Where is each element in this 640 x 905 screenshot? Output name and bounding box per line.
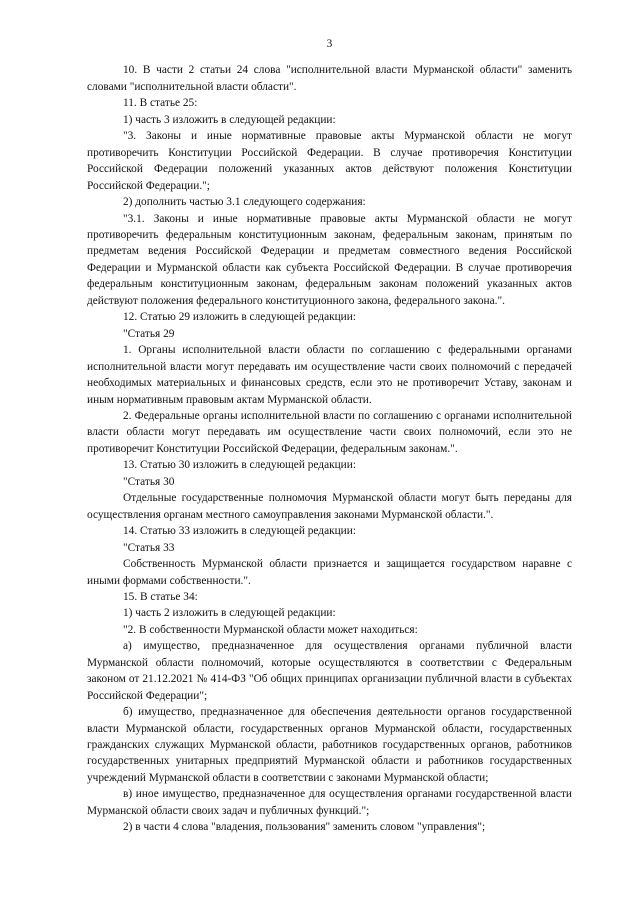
amendment-11-heading: 11. В статье 25: bbox=[123, 97, 198, 110]
item-1-instruction: 1) часть 3 изложить в следующей редакции: bbox=[123, 113, 336, 126]
document-page bbox=[87, 36, 572, 836]
part-3-text: "3. Законы и иные нормативные правовые акты Мурманской области не могут противоречить Конституции Российской Федерации. В случае противоречия Конституции Российской Федерации положений указанных актов действуют положения Конституции Российской Федерации."; bbox=[87, 130, 572, 192]
subitem-v: в) иное имущество, предназначенное для осуществления органами государственной власти Мурманской области своих задач и публичных функций."; bbox=[87, 788, 572, 817]
article-29-part-2: 2. Федеральные органы исполнительной власти по соглашению с органами исполнительной власти области могут передавать им осуществление части своих полномочий, если это не противоречит Конституции Российской Федерации, федеральным законам.". bbox=[87, 409, 572, 455]
amendment-10: 10. В части 2 статьи 24 слова "исполнительной власти Мурманской области" заменить словами "исполнительной власти области". bbox=[87, 64, 572, 93]
amendment-13-heading: 13. Статью 30 изложить в следующей редакции: bbox=[123, 459, 356, 472]
article-33-title: "Статья 33 bbox=[123, 541, 175, 554]
amendment-15-heading: 15. В статье 34: bbox=[123, 590, 198, 603]
part-3-1-text: "3.1. Законы и иные нормативные правовые акты Мурманской области не могут противоречить федеральным конституционным законам, федеральным законам, принятым по предметам ведения Российской Федерации и предметам совместного ведения Российской Федерации и Мурманской области как субъекта Российской Федерации. В случае противоречия федеральным конституционным законам, федеральным законам положений указанных актов действуют положения федерального конституционного закона, федерального закона.". bbox=[87, 212, 572, 307]
article-30-text: Отдельные государственные полномочия Мурманской области могут быть переданы для осуществления органам местного самоуправления законами Мурманской области.". bbox=[87, 492, 572, 521]
item-2-instruction: 2) дополнить частью 3.1 следующего содержания: bbox=[123, 196, 366, 209]
item-1-instruction: 1) часть 2 изложить в следующей редакции: bbox=[123, 607, 336, 620]
article-30-title: "Статья 30 bbox=[123, 475, 175, 488]
article-29-title: "Статья 29 bbox=[123, 327, 175, 340]
article-29-part-1: 1. Органы исполнительной власти области по соглашению с федеральными органами исполнительной власти могут передавать им осуществление части своих полномочий с передачей необходимых материальных и финансовых средств, если это не противоречит Уставу, законам и иным нормативным правовым актам Мурманской области. bbox=[87, 344, 572, 406]
amendment-14-heading: 14. Статью 33 изложить в следующей редакции: bbox=[123, 525, 356, 538]
page-number: 3 bbox=[326, 38, 333, 50]
part-2-text: "2. В собственности Мурманской области может находиться: bbox=[123, 623, 418, 636]
article-33-text: Собственность Мурманской области признается и защищается государством наравне с иными формами собственности.". bbox=[87, 558, 572, 587]
amendment-12-heading: 12. Статью 29 изложить в следующей редакции: bbox=[123, 311, 356, 324]
subitem-a: а) имущество, предназначенное для осуществления органами публичной власти Мурманской области полномочий, которые осуществляются в соответствии с Федеральным законом от 21.12.2021 № 414-ФЗ "Об общих принципах организации публичной власти в субъектах Российской Федерации"; bbox=[87, 640, 572, 702]
subitem-b: б) имущество, предназначенное для обеспечения деятельности органов государственной власти Мурманской области, государственных органов Мурманской области, государственных гражданских служащих Мурманской области, работников государственных органов, работников государственных унитарных предприятий Мурманской области и работников государственных учреждений Мурманской области в соответствии с законами Мурманской области; bbox=[87, 706, 572, 784]
item-2-part-4: 2) в части 4 слова "владения, пользования" заменить словом "управления"; bbox=[123, 821, 486, 834]
